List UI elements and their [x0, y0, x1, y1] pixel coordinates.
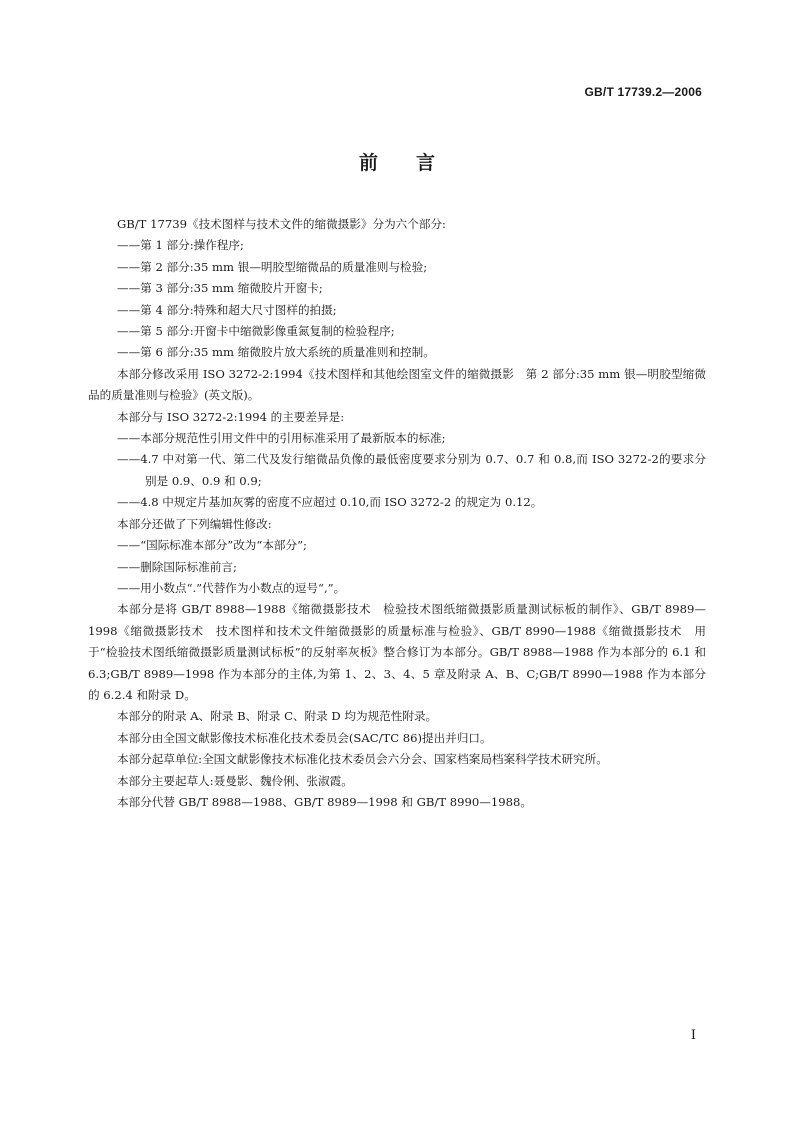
list-item: ——第 4 部分:特殊和超大尺寸图样的拍摄; — [117, 302, 337, 317]
paragraph: GB/T 17739《技术图样与技术文件的缩微摄影》分为六个部分: — [117, 217, 446, 231]
document-number: GB/T 17739.2—2006 — [584, 85, 702, 99]
list-item: ——第 1 部分:操作程序; — [117, 238, 244, 253]
paragraph: 本部分是将 GB/T 8988—1988《缩微摄影技术 检验技术图纸缩微摄影质量测试标板的制作》、GB/T 8989—1998《缩微摄影技术 技术图样和技术文件缩微摄影的质量标准与检验》、GB/T 8990—1988《缩微摄影技术 用于“检验技术图纸缩微摄影质量测试标板”的反射率灰板》整合修订为本部分。GB/T 8988—1988 作为本部分的 6.1 和 6.3;GB/T 8989—1998 作为本部分的主体,为第 1、2、3、4、5 章及附录 A、B、C;GB/T 8990—1988 作为本部分的 6.2.4 和附录 D。 — [88, 602, 706, 702]
page-number: I — [690, 1028, 696, 1043]
list-item: ——第 5 部分:开窗卡中缩微影像重氮复制的检验程序; — [117, 324, 395, 339]
foreword-body — [88, 214, 706, 813]
paragraph: 本部分的附录 A、附录 B、附录 C、附录 D 均为规范性附录。 — [117, 709, 438, 724]
list-item: ——4.8 中规定片基加灰雾的密度不应超过 0.10,而 ISO 3272-2 的规定为 0.12。 — [117, 495, 543, 510]
paragraph: 本部分主要起草人:聂曼影、魏伶俐、张淑霞。 — [117, 773, 353, 788]
paragraph: 本部分起草单位:全国文献影像技术标准化技术委员会六分会、国家档案局档案科学技术研究所。 — [117, 752, 608, 767]
list-item: ——用小数点“.”代替作为小数点的逗号“,”。 — [117, 580, 346, 595]
list-item: ——本部分规范性引用文件中的引用标准采用了最新版本的标准; — [117, 431, 446, 446]
list-item: ——第 2 部分:35 mm 银—明胶型缩微品的质量准则与检验; — [117, 259, 428, 274]
paragraph: 本部分修改采用 ISO 3272-2:1994《技术图样和其他绘图室文件的缩微摄影 第 2 部分:35 mm 银—明胶型缩微品的质量准则与检验》(英文版)。 — [88, 366, 706, 403]
list-item: ——删除国际标准前言; — [117, 559, 237, 574]
list-item: ——第 3 部分:35 mm 缩微胶片开窗卡; — [117, 281, 323, 296]
paragraph: 本部分还做了下列编辑性修改: — [117, 516, 272, 531]
paragraph: 本部分代替 GB/T 8988—1988、GB/T 8989—1998 和 GB/T 8990—1988。 — [117, 794, 532, 809]
page-title: 前言 — [358, 152, 473, 174]
list-item: ——第 6 部分:35 mm 缩微胶片放大系统的质量准则和控制。 — [117, 345, 435, 360]
paragraph: 本部分与 ISO 3272-2:1994 的主要差异是: — [117, 409, 345, 424]
paragraph: 本部分由全国文献影像技术标准化技术委员会(SAC/TC 86)提出并归口。 — [117, 730, 492, 745]
list-item: ——4.7 中对第一代、第二代及发行缩微品负像的最低密度要求分别为 0.7、0.7 和 0.8,而 ISO 3272-2的要求分别是 0.9、0.9 和 0.9; — [117, 452, 706, 488]
list-item: ——“国际标准本部分”改为“本部分”; — [117, 538, 307, 553]
